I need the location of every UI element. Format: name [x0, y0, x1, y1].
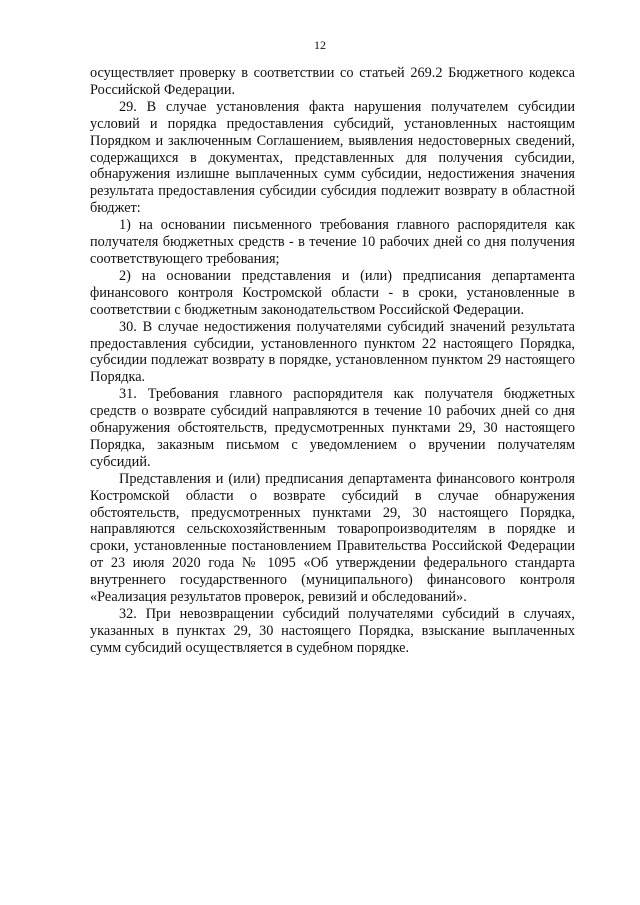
page-number: 12 [314, 38, 326, 52]
paragraph-29: 29. В случае установления факта нарушения получателем субсидии условий и порядка предоставления субсидий, установленных настоящим Порядком и заключенным Соглашением, выявления недостоверных сведений, содержащихся в документах, представленных для получения субсидии, обнаружения излишне выплаченных сумм субсидии, недостижения значения результата предоставления субсидии субсидия подлежит возврату в областной бюджет: [90, 98, 575, 217]
paragraph-31-continuation: Представления и (или) предписания департамента финансового контроля Костромской области о возврате субсидий в случае обнаружения обстоятельств, предусмотренных пунктами 29, 30 настоящего Порядка, направляются сельскохозяйственным товаропроизводителям в порядке и сроки, установленные постановлением Правительства Российской Федерации от 23 июля 2020 года № 1095 «Об утверждении федерального стандарта внутреннего государственного (муниципального) финансового контроля «Реализация результатов проверок, ревизий и обследований». [90, 470, 575, 606]
document-body [90, 65, 575, 657]
paragraph-30: 30. В случае недостижения получателями субсидий значений результата предоставления субсидии, установленного пунктом 22 настоящего Порядка, субсидии подлежат возврату в порядке, установленном пунктом 29 настоящего Порядка. [90, 318, 575, 386]
paragraph-32: 32. При невозвращении субсидий получателями субсидий в случаях, указанных в пунктах 29, 30 настоящего Порядка, взыскание выплаченных сумм субсидий осуществляется в судебном порядке. [90, 606, 575, 656]
paragraph-31: 31. Требования главного распорядителя как получателя бюджетных средств о возврате субсидий направляются в течение 10 рабочих дней со дня обнаружения обстоятельств, предусмотренных пунктами 29, 30 настоящего Порядка, заказным письмом с уведомлением о вручении получателям субсидий. [90, 386, 575, 470]
paragraph-29-item-1: 1) на основании письменного требования главного распорядителя как получателя бюджетных средств - в течение 10 рабочих дней со дня получения соответствующего требования; [90, 217, 575, 267]
paragraph-29-item-2: 2) на основании представления и (или) предписания департамента финансового контроля Костромской области - в сроки, установленные в соответствии с бюджетным законодательством Российской Федерации. [90, 267, 575, 318]
paragraph-continuation: осуществляет проверку в соответствии со статьей 269.2 Бюджетного кодекса Российской Федерации. [90, 65, 575, 98]
